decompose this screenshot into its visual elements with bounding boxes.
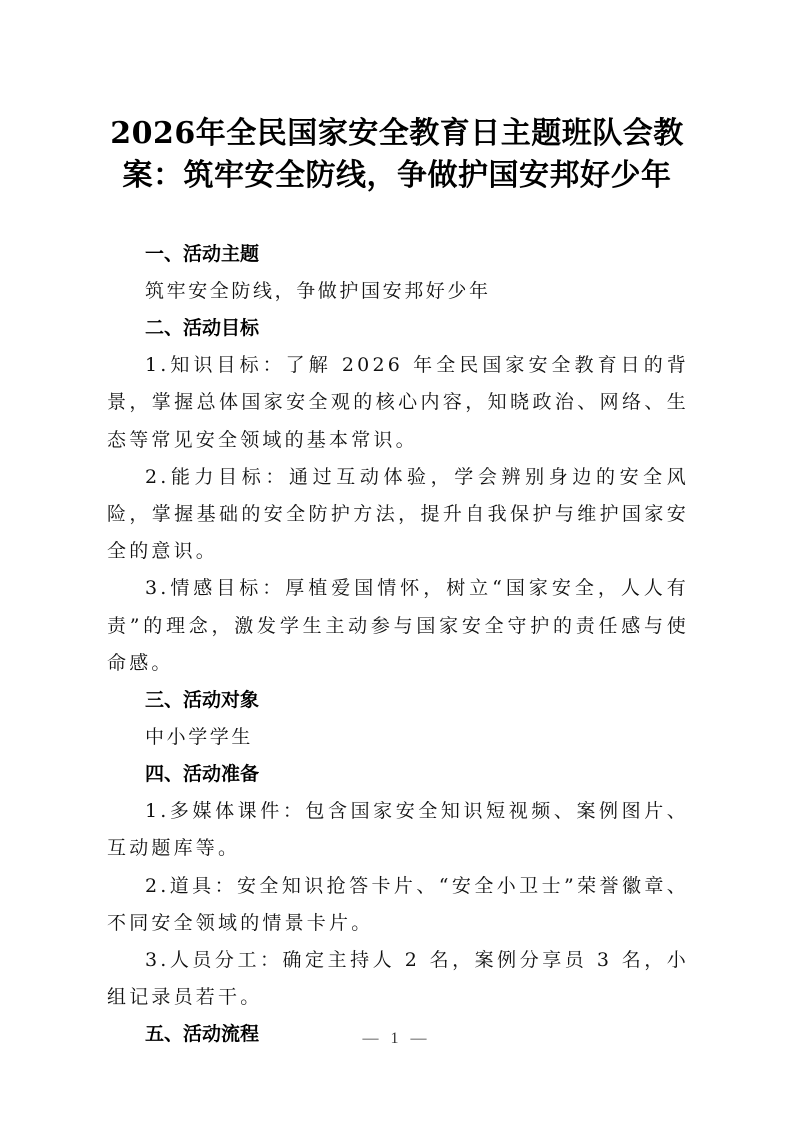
title-line-1: 2026年全民国家安全教育日主题班队会教 <box>110 116 684 151</box>
prep-multimedia: 1.多媒体课件：包含国家安全知识短视频、案例图片、互动题库等。 <box>107 800 689 860</box>
title-line-2: 案：筑牢安全防线，争做护国安邦好少年 <box>122 158 672 193</box>
section-heading-goals: 二、活动目标 <box>145 317 260 340</box>
page-number: — 1 — <box>362 1030 431 1047</box>
section-heading-process: 五、活动流程 <box>145 1023 260 1046</box>
goal-emotion: 3.情感目标：厚植爱国情怀，树立“国家安全，人人有责”的理念，激发学生主动参与国家安全守护的责任感与使命感。 <box>107 577 689 674</box>
prep-staffing: 3.人员分工：确定主持人 2 名，案例分享员 3 名，小组记录员若干。 <box>107 949 689 1009</box>
goal-ability: 2.能力目标：通过互动体验，学会辨别身边的安全风险，掌握基础的安全防护方法，提升自我保护与维护国家安全的意识。 <box>107 465 689 563</box>
theme-text: 筑牢安全防线，争做护国安邦好少年 <box>145 280 491 302</box>
section-heading-preparation: 四、活动准备 <box>145 763 260 786</box>
audience-text: 中小学学生 <box>145 726 254 749</box>
document-title <box>104 113 690 197</box>
section-heading-audience: 三、活动对象 <box>145 689 260 712</box>
goal-knowledge: 1.知识目标：了解 2026 年全民国家安全教育日的背景，掌握总体国家安全观的核心内容，知晓政治、网络、生态等常见安全领域的基本常识。 <box>107 354 689 451</box>
section-heading-theme: 一、活动主题 <box>145 243 260 265</box>
prep-props: 2.道具：安全知识抢答卡片、“安全小卫士”荣誉徽章、不同安全领域的情景卡片。 <box>107 874 689 934</box>
document-body <box>107 236 689 1053</box>
